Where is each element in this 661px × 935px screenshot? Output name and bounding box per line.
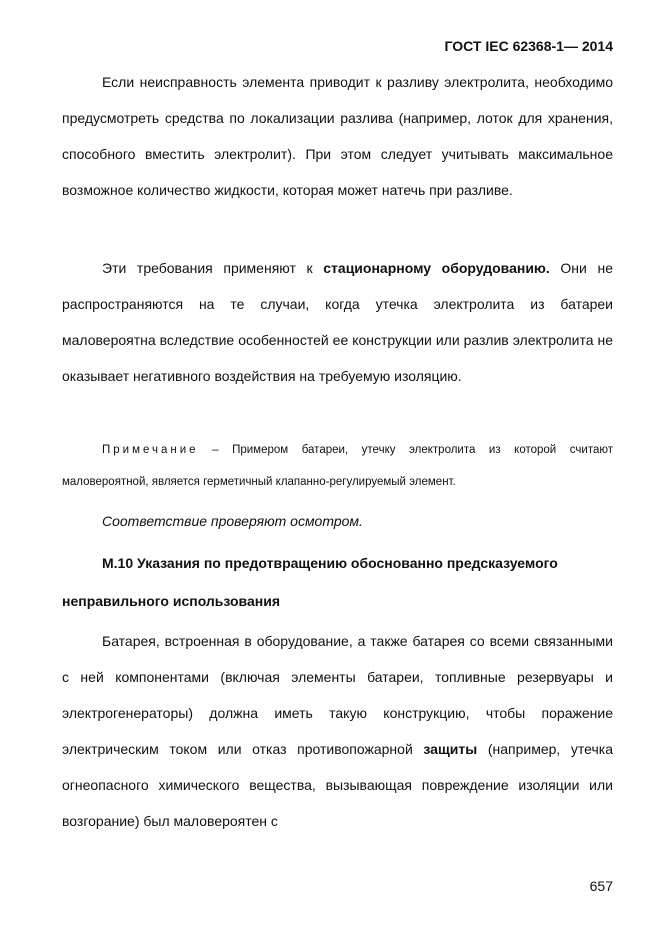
document-header: ГОСТ IEC 62368-1— 2014	[444, 38, 613, 54]
note-text: – Примером батареи, утечку электролита из которой считают маловероятной, является герметичный клапанно-регулируемый элемент.	[62, 444, 613, 488]
paragraph-stationary-equipment	[62, 250, 613, 394]
page-number: 657	[589, 878, 613, 894]
paragraph-text: Они не распространяются на те случаи, когда утечка электролита из батареи маловероятна вследствие особенностей ее конструкции или разлив электролита не оказывает негативного воздействия на требуемую изоляцию.	[62, 260, 613, 384]
paragraph-text: (например, утечка огнеопасного химического вещества, вызывающая повреждение изоляции или возгорание) был маловероятен с	[62, 741, 613, 829]
note-label: Примечание	[102, 444, 199, 456]
bold-term: стационарному оборудованию.	[323, 260, 550, 276]
paragraph-text: Батарея, встроенная в оборудование, а также батарея со всеми связанными с ней компонентами (включая элементы батареи, топливные резервуары и электрогенераторы) должна иметь такую конструкцию, чтобы поражение электрическим током или отказ противопожарной	[62, 633, 613, 757]
note	[62, 434, 613, 498]
paragraph-electrolyte-spill: Если неисправность элемента приводит к разливу электролита, необходимо предусмотреть средства по локализации разлива (например, лоток для хранения, способного вместить электролит). При этом следует учитывать максимальное возможное количество жидкости, которая может натечь при разливе.	[62, 74, 613, 198]
paragraph-text: Эти требования применяют к	[102, 260, 324, 276]
section-heading: М.10 Указания по предотвращению обоснованно предсказуемого неправильного использования	[62, 555, 558, 609]
bold-term: защиты	[423, 741, 478, 757]
compliance-statement: Соответствие проверяют осмотром.	[102, 513, 363, 529]
paragraph-battery-construction	[62, 623, 613, 839]
